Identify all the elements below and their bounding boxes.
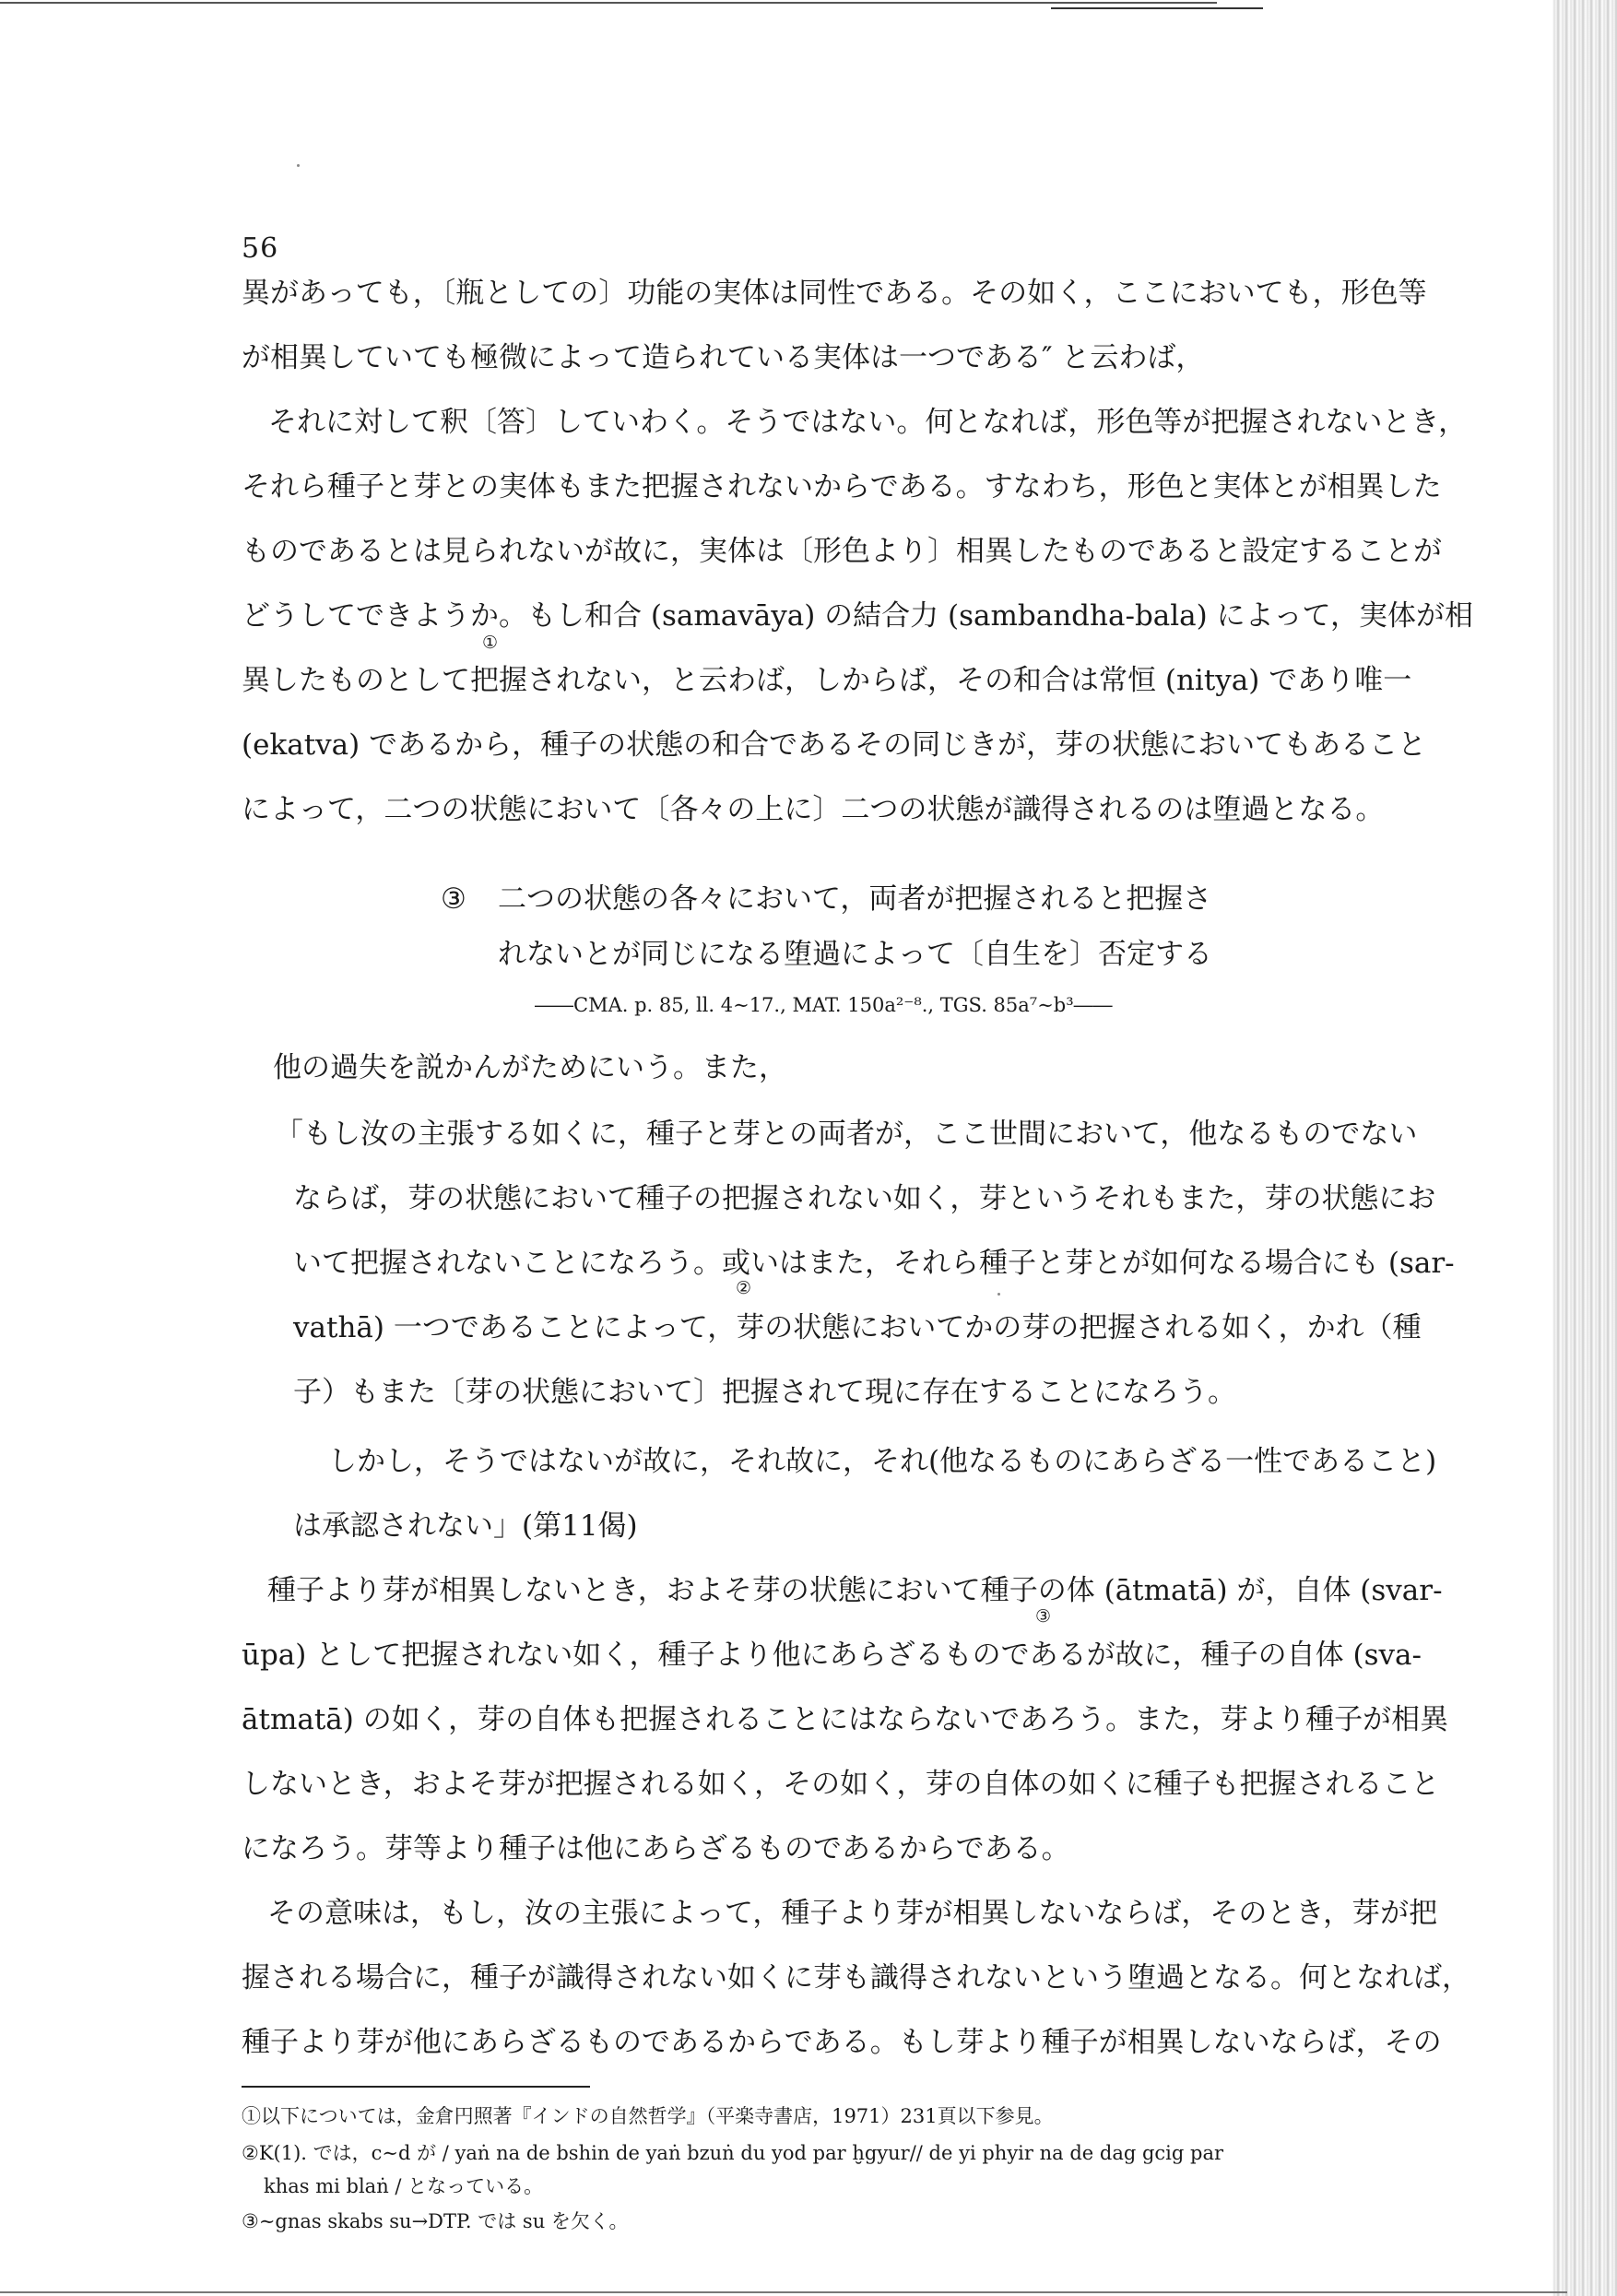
verse-line: 「もし汝の主張する如くに，種子と芽との両者が，ここ世間において，他なるものでない — [275, 1118, 1418, 1151]
footnote-rule — [242, 2086, 590, 2088]
verse-line: しかし，そうではないが故に，それ故に，それ(他なるものにあらざる一性であること) — [328, 1445, 1437, 1478]
scan-speck — [297, 164, 300, 167]
verse-line: 子）もまた〔芽の状態において〕把握されて現に存在することになろう。 — [293, 1376, 1236, 1409]
page-number: 56 — [242, 232, 279, 265]
commentary-line: 握される場合に，種子が識得されない如くに芽も識得されないという堕過となる。何となれば， — [242, 1961, 1470, 1994]
footnote: ①以下については，金倉円照著『インドの自然哲学』（平楽寺書店，1971）231頁以下参見。 — [242, 2105, 1054, 2127]
scan-speck — [997, 1293, 1000, 1296]
footnote: ②K(1). では，c∼d が / yaṅ na de bshin de yaṅ bzuṅ du yod par ḫgyur// de yi phyir na de dag gcig par — [242, 2142, 1224, 2164]
commentary-line: 種子より芽が相異しないとき，およそ芽の状態において種子の体 (ātmatā) が，自体 (svar- — [267, 1574, 1443, 1607]
verse-line: は承認されない」(第11偈) — [293, 1509, 638, 1543]
body-line: それに対して釈〔答〕していわく。そうではない。何となれば，形色等が把握されないとき， — [268, 406, 1468, 439]
commentary-line: になろう。芽等より種子は他にあらざるものであるからである。 — [242, 1832, 1070, 1865]
verse-line: 他の過失を説かんがためにいう。また， — [273, 1051, 787, 1084]
commentary-line: ūpa) として把握されない如く，種子より他にあらざるものであるが故に，種子の自体 (sva- — [242, 1639, 1422, 1672]
verse-line: ならば，芽の状態において種子の把握されない如く，芽というそれもまた，芽の状態にお — [293, 1182, 1436, 1215]
verse-line: いて把握されないことになろう。或いはまた，それら種子と芽とが如何なる場合にも (sar- — [293, 1247, 1455, 1280]
scan-binding-edge — [1552, 0, 1617, 2296]
footnote: ③∼gnas skabs su→DTP. では su を欠く。 — [242, 2210, 629, 2232]
body-line: が相異していても極微によって造られている実体は一つである″ と云わば， — [242, 341, 1205, 374]
note-marker: ③ — [1035, 1606, 1052, 1627]
commentary-line: 種子より芽が他にあらざるものであるからである。もし芽より種子が相異しないならば，その — [242, 2026, 1442, 2059]
section-source: ――CMA. p. 85, ll. 4∼17., MAT. 150a²⁻⁸., TGS. 85a⁷∼b³―― — [535, 994, 1113, 1016]
scan-top-rule-short — [1051, 7, 1263, 9]
section-heading-line: れないとが同じになる堕過によって〔自生を〕否定する — [498, 938, 1212, 971]
note-marker: ① — [482, 633, 499, 653]
body-line: ものであるとは見られないが故に，実体は〔形色より〕相異したものであると設定することが — [242, 535, 1442, 568]
body-line: それら種子と芽との実体もまた把握されないからである。すなわち，形色と実体とが相異した — [242, 470, 1442, 503]
body-line: どうしてできようか。もし和合 (samavāya) の結合力 (sambandha-bala) によって，実体が相 — [242, 599, 1473, 633]
commentary-line: その意味は，もし，汝の主張によって，種子より芽が相異しないならば，そのとき，芽が把 — [267, 1897, 1438, 1930]
body-line: によって，二つの状態において〔各々の上に〕二つの状態が識得されるのは堕過となる。 — [242, 793, 1385, 826]
scan-top-rule — [0, 2, 1217, 4]
commentary-line: ātmatā) の如く，芽の自体も把握されることにはならないであろう。また，芽より種子が相異 — [242, 1703, 1449, 1736]
note-marker: ② — [736, 1278, 752, 1298]
commentary-line: しないとき，およそ芽が把握される如く，その如く，芽の自体の如くに種子も把握されること — [242, 1768, 1440, 1801]
body-line: (ekatva) であるから，種子の状態の和合であるその同じきが，芽の状態においてもあること — [242, 728, 1427, 762]
verse-line: vathā) 一つであることによって，芽の状態においてかの芽の把握される如く，かれ（種 — [293, 1311, 1422, 1344]
footnote-continuation: khas mi blaṅ / となっている。 — [264, 2175, 544, 2197]
scan-bottom-rule — [0, 2291, 1567, 2293]
body-line: 異したものとして把握されない，と云わば，しからば，その和合は常恒 (nitya) であり唯一 — [242, 664, 1412, 697]
section-heading-line: 二つの状態の各々において，両者が把握されると把握さ — [498, 882, 1212, 916]
body-line: 異があっても，〔瓶としての〕功能の実体は同性である。その如く，ここにおいても，形色等 — [242, 277, 1427, 310]
section-number: ③ — [441, 882, 466, 916]
